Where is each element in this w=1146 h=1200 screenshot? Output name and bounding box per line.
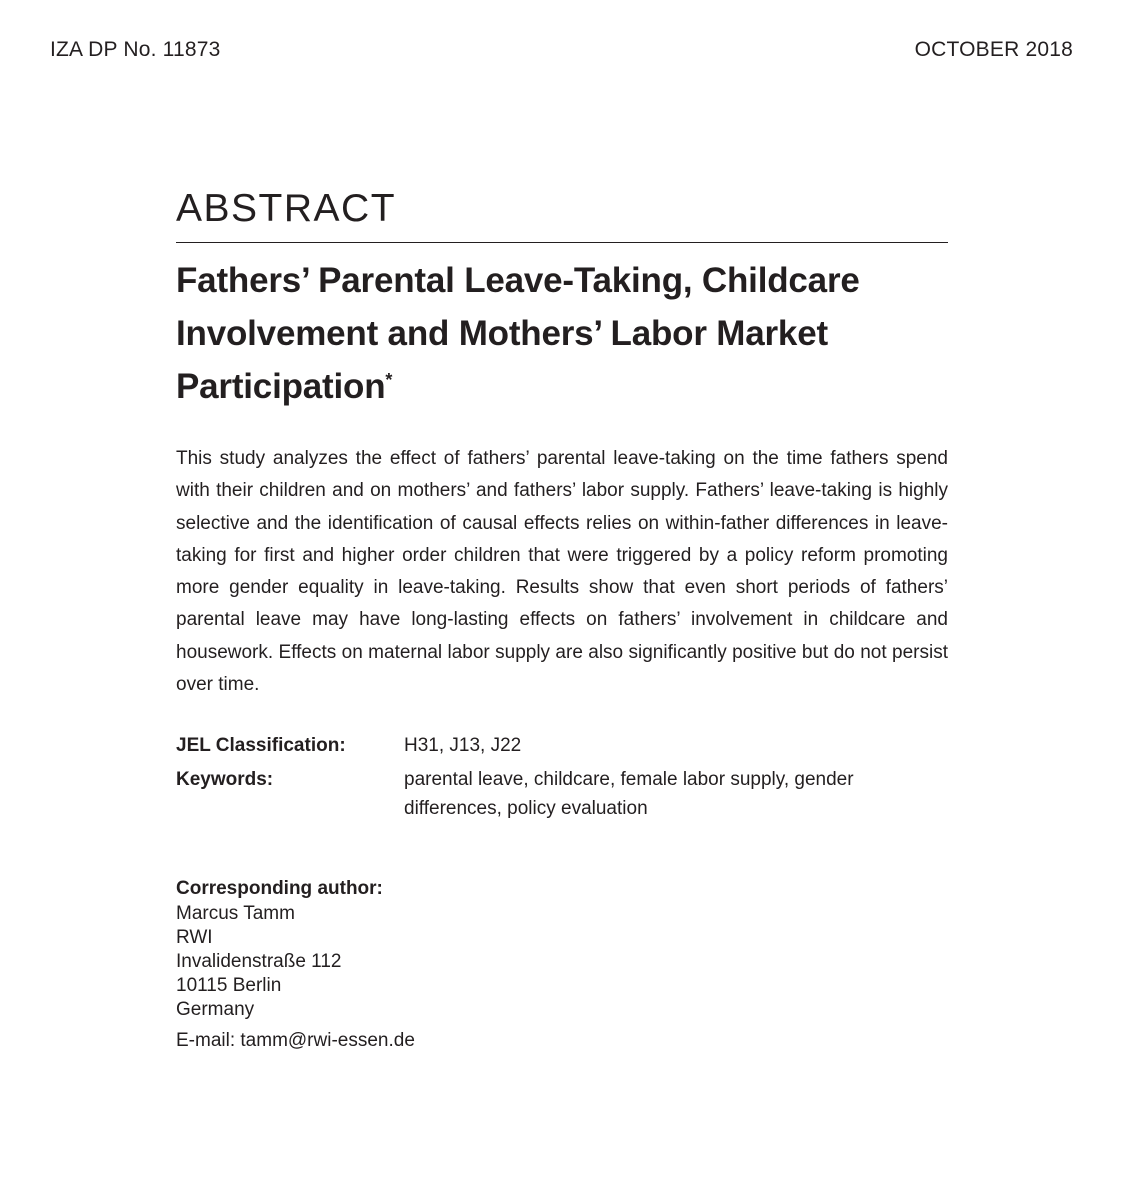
keywords-row	[176, 765, 948, 823]
paper-series-number: IZA DP No. 11873	[50, 38, 221, 61]
jel-codes: H31, J13, J22	[404, 735, 522, 757]
abstract-page	[176, 180, 948, 1053]
author-name: Marcus Tamm	[176, 902, 295, 924]
jel-label: JEL Classification:	[176, 735, 346, 757]
footnote-marker: *	[385, 370, 393, 390]
jel-row	[176, 731, 948, 760]
paper-title	[176, 254, 948, 413]
paper-title-text: Fathers’ Parental Leave-Taking, Childcare Involvement and Mothers’ Labor Market Participation	[176, 261, 860, 406]
page-header	[50, 38, 1073, 68]
abstract-text: This study analyzes the effect of fathers’ parental leave-taking on the time fathers spend with their children and on mothers’ and fathers’ labor supply. Fathers’ leave-taking is highly selective and the identification of causal effects relies on within-father differences in leave-taking for first and higher order children that were triggered by a policy reform promoting more gender equality in leave-taking. Results show that even short periods of fathers’ parental leave may have long-lasting effects on fathers’ involvement in childcare and housework. Effects on maternal labor supply are also significantly positive but do not persist over time.	[176, 448, 948, 696]
author-street: Invalidenstraße 112	[176, 950, 342, 972]
keywords-list: parental leave, childcare, female labor supply, gender differences, policy evaluation	[404, 769, 854, 820]
classification-block	[176, 731, 948, 823]
author-institution: RWI	[176, 926, 213, 948]
author-city: 10115 Berlin	[176, 975, 282, 997]
section-heading: ABSTRACT	[176, 189, 948, 243]
corresponding-author-block	[176, 877, 948, 1052]
keywords-label: Keywords:	[176, 769, 274, 791]
author-email: E-mail: tamm@rwi-essen.de	[176, 1029, 415, 1051]
publication-date: OCTOBER 2018	[914, 38, 1073, 61]
author-country: Germany	[176, 999, 255, 1021]
corresponding-author-heading: Corresponding author:	[176, 878, 383, 900]
